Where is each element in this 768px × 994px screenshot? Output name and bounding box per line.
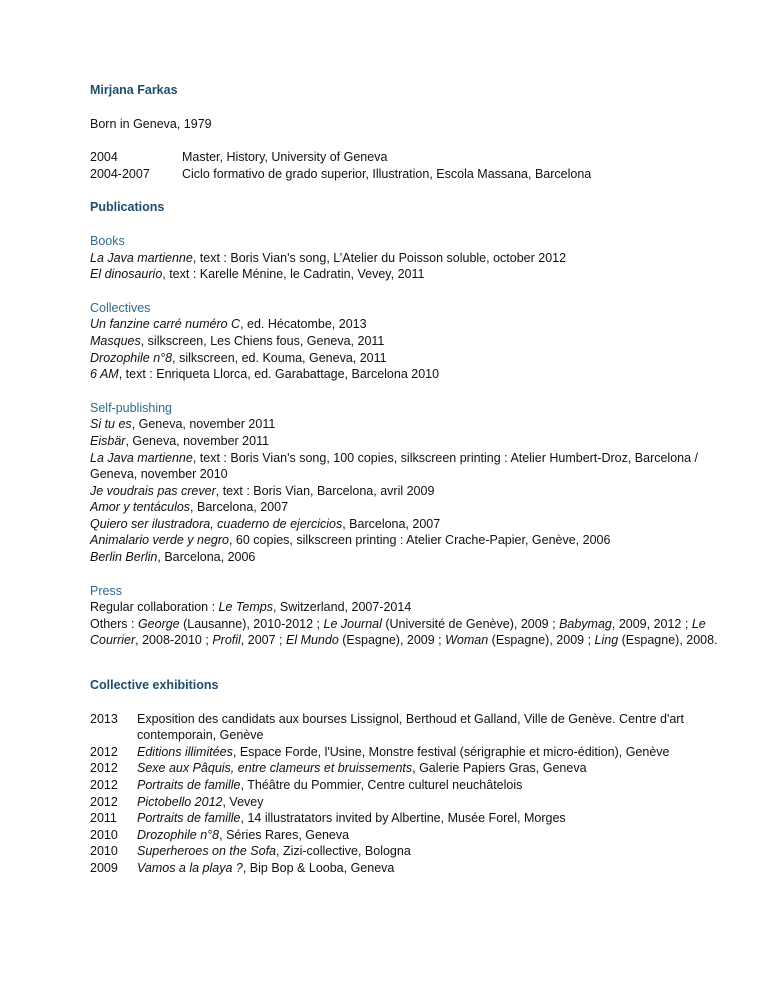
education-year: 2004 bbox=[90, 150, 118, 165]
selfpub-entry-details: , text : Boris Vian's song, 100 copies, silkscreen printing : Atelier Humbert-Droz, Barcelona / Geneva, november 2010 bbox=[90, 450, 699, 482]
press-publication: Profil bbox=[212, 633, 241, 648]
selfpub-entry-title: Berlin Berlin bbox=[90, 550, 158, 565]
selfpub-entry bbox=[90, 450, 730, 483]
collective-entry bbox=[90, 366, 730, 383]
exhibition-row bbox=[90, 794, 730, 811]
collective-entry bbox=[90, 316, 730, 333]
press-publication: Ling bbox=[594, 633, 619, 648]
collective-entry bbox=[90, 333, 730, 350]
exhibitions-heading: Collective exhibitions bbox=[90, 678, 219, 693]
press-heading: Press bbox=[90, 583, 122, 598]
exhibition-details: , 14 illustratators invited by Albertine, Musée Forel, Morges bbox=[240, 811, 566, 826]
exhibition-title: Portraits de famille bbox=[137, 778, 241, 792]
education-list bbox=[90, 149, 730, 182]
exhibition-title: Superheroes on the Sofa bbox=[137, 844, 276, 859]
press-publication: Le Journal bbox=[323, 616, 382, 631]
cv-content bbox=[90, 82, 730, 877]
press-publication: George bbox=[137, 616, 180, 631]
press-regular-title: Le Temps bbox=[218, 600, 273, 615]
press-publication: Le Courrier bbox=[90, 616, 706, 648]
exhibition-row bbox=[90, 810, 730, 827]
education-row bbox=[90, 166, 730, 183]
press-publication: El Mundo bbox=[285, 633, 339, 648]
exhibition-row bbox=[90, 860, 730, 877]
exhibition-entry bbox=[137, 843, 730, 860]
exhibition-year: 2012 bbox=[90, 744, 118, 759]
books-heading: Books bbox=[90, 233, 125, 248]
exhibition-entry bbox=[137, 777, 730, 794]
press-regular-label: Regular collaboration : bbox=[90, 600, 219, 615]
press-text: (Espagne), 2008. bbox=[618, 633, 718, 648]
education-entry: Ciclo formativo de grado superior, Illustration, Escola Massana, Barcelona bbox=[182, 166, 592, 181]
press-text: (Espagne), 2009 ; bbox=[488, 633, 595, 648]
selfpub-list bbox=[90, 416, 730, 565]
selfpub-entry bbox=[90, 532, 730, 549]
press-regular-rest: , Switzerland, 2007-2014 bbox=[272, 600, 412, 615]
press-text: (Espagne), 2009 ; bbox=[338, 633, 446, 648]
exhibition-entry bbox=[137, 744, 730, 761]
selfpub-entry-title: Quiero ser ilustradora, cuaderno de ejercicios bbox=[90, 516, 343, 531]
collective-entry-details: , silkscreen, ed. Kouma, Geneva, 2011 bbox=[172, 350, 387, 365]
selfpub-entry bbox=[90, 483, 730, 500]
collective-entry-title: Drozophile n°8 bbox=[90, 350, 173, 365]
book-entry-title: El dinosaurio bbox=[90, 267, 163, 282]
publications-heading: Publications bbox=[90, 200, 165, 215]
education-entry: Master, History, University of Geneva bbox=[182, 150, 388, 165]
collective-entry-details: , silkscreen, Les Chiens fous, Geneva, 2011 bbox=[140, 333, 385, 348]
selfpub-entry-title: La Java martienne bbox=[90, 450, 193, 465]
book-entry-title: La Java martienne bbox=[90, 250, 193, 265]
press-text: , 2008-2010 ; bbox=[135, 633, 213, 648]
book-entry bbox=[90, 266, 730, 283]
collective-entry-title: 6 AM bbox=[90, 367, 119, 382]
exhibition-year: 2012 bbox=[90, 761, 118, 776]
selfpub-entry bbox=[90, 499, 730, 516]
exhibition-title: Sexe aux Pâquis, entre clameurs et bruissements bbox=[137, 761, 413, 776]
exhibition-row bbox=[90, 744, 730, 761]
exhibition-details: Exposition des candidats aux bourses Lissignol, Berthoud et Galland, Ville de Genève. Centre d'art contemporain, Genève bbox=[137, 711, 684, 743]
press-publication: Woman bbox=[445, 633, 489, 648]
book-entry-details: , text : Karelle Ménine, le Cadratin, Vevey, 2011 bbox=[162, 267, 425, 282]
selfpub-entry-details: , text : Boris Vian, Barcelona, avril 2009 bbox=[215, 483, 435, 498]
exhibition-year: 2012 bbox=[90, 778, 118, 792]
collectives-heading: Collectives bbox=[90, 300, 151, 315]
selfpub-entry-details: , Geneva, november 2011 bbox=[125, 433, 270, 448]
selfpub-entry bbox=[90, 516, 730, 533]
exhibition-details: , Zizi-collective, Bologna bbox=[276, 844, 411, 859]
exhibition-details: , Vevey bbox=[222, 794, 264, 809]
exhibition-title: Editions illimitées bbox=[137, 744, 233, 759]
exhibition-row bbox=[90, 827, 730, 844]
exhibition-details: , Théâtre du Pommier, Centre culturel neuchâtelois bbox=[240, 778, 523, 792]
selfpub-entry-title: Je voudrais pas crever bbox=[90, 483, 216, 498]
selfpub-entry-details: , 60 copies, silkscreen printing : Atelier Crache-Papier, Genève, 2006 bbox=[228, 533, 611, 548]
exhibition-title: Drozophile n°8 bbox=[137, 827, 220, 842]
birth-info: Born in Geneva, 1979 bbox=[90, 116, 212, 131]
exhibition-title: Portraits de famille bbox=[137, 811, 241, 826]
selfpub-entry-title: Eisbär bbox=[90, 433, 126, 448]
artist-name: Mirjana Farkas bbox=[90, 83, 178, 97]
press-text: (Université de Genève), 2009 ; bbox=[381, 616, 560, 631]
exhibitions-list bbox=[90, 711, 730, 877]
selfpub-entry-title: Amor y tentáculos bbox=[90, 500, 191, 515]
exhibition-details: , Galerie Papiers Gras, Geneva bbox=[412, 761, 587, 776]
collective-entry-title: Un fanzine carré numéro C bbox=[90, 317, 241, 332]
press-text: Others : bbox=[90, 616, 138, 631]
education-row bbox=[90, 149, 730, 166]
exhibition-year: 2012 bbox=[90, 794, 118, 809]
selfpub-heading: Self-publishing bbox=[90, 400, 172, 415]
selfpub-entry bbox=[90, 433, 730, 450]
exhibition-title: Pictobello 2012 bbox=[137, 794, 223, 809]
exhibition-year: 2009 bbox=[90, 860, 118, 875]
exhibition-entry bbox=[137, 827, 730, 844]
exhibition-details: , Espace Forde, l'Usine, Monstre festival (sérigraphie et micro-édition), Genève bbox=[232, 744, 670, 759]
exhibition-year: 2010 bbox=[90, 827, 118, 842]
exhibition-row bbox=[90, 843, 730, 860]
selfpub-entry-title: Animalario verde y negro bbox=[90, 533, 229, 548]
selfpub-entry bbox=[90, 549, 730, 566]
collective-entry-title: Masques bbox=[90, 333, 141, 348]
selfpub-entry-title: Si tu es bbox=[90, 417, 132, 432]
selfpub-entry-details: , Barcelona, 2006 bbox=[157, 550, 256, 565]
press-text: , 2009, 2012 ; bbox=[611, 616, 692, 631]
collective-entry bbox=[90, 350, 730, 367]
press-others bbox=[90, 616, 730, 649]
exhibition-entry bbox=[137, 760, 730, 777]
press-text: , 2007 ; bbox=[240, 633, 286, 648]
exhibition-row bbox=[90, 711, 730, 744]
exhibition-year: 2013 bbox=[90, 711, 118, 726]
exhibition-details: , Bip Bop & Looba, Geneva bbox=[242, 860, 395, 875]
press-regular bbox=[90, 599, 730, 616]
education-year: 2004-2007 bbox=[90, 166, 150, 181]
selfpub-entry bbox=[90, 416, 730, 433]
exhibition-entry bbox=[137, 794, 730, 811]
exhibition-entry bbox=[137, 810, 730, 827]
books-list bbox=[90, 250, 730, 283]
exhibition-row bbox=[90, 760, 730, 777]
collective-entry-details: , ed. Hécatombe, 2013 bbox=[240, 317, 367, 332]
exhibition-title: Vamos a la playa ? bbox=[137, 860, 243, 875]
book-entry-details: , text : Boris Vian's song, L’Atelier du Poisson soluble, october 2012 bbox=[192, 250, 567, 265]
exhibition-row bbox=[90, 777, 730, 794]
press-publication: Babymag bbox=[559, 616, 612, 631]
press-text: (Lausanne), 2010-2012 ; bbox=[179, 616, 324, 631]
selfpub-entry-details: , Barcelona, 2007 bbox=[190, 500, 289, 515]
selfpub-entry-details: , Barcelona, 2007 bbox=[342, 516, 441, 531]
collective-entry-details: , text : Enriqueta Llorca, ed. Garabattage, Barcelona 2010 bbox=[118, 367, 440, 382]
exhibition-details: , Séries Rares, Geneva bbox=[219, 827, 350, 842]
exhibition-year: 2010 bbox=[90, 844, 118, 859]
exhibition-entry bbox=[137, 711, 730, 744]
exhibition-entry bbox=[137, 860, 730, 877]
exhibition-year: 2011 bbox=[90, 811, 117, 826]
selfpub-entry-details: , Geneva, november 2011 bbox=[131, 417, 276, 432]
book-entry bbox=[90, 250, 730, 267]
collectives-list bbox=[90, 316, 730, 382]
